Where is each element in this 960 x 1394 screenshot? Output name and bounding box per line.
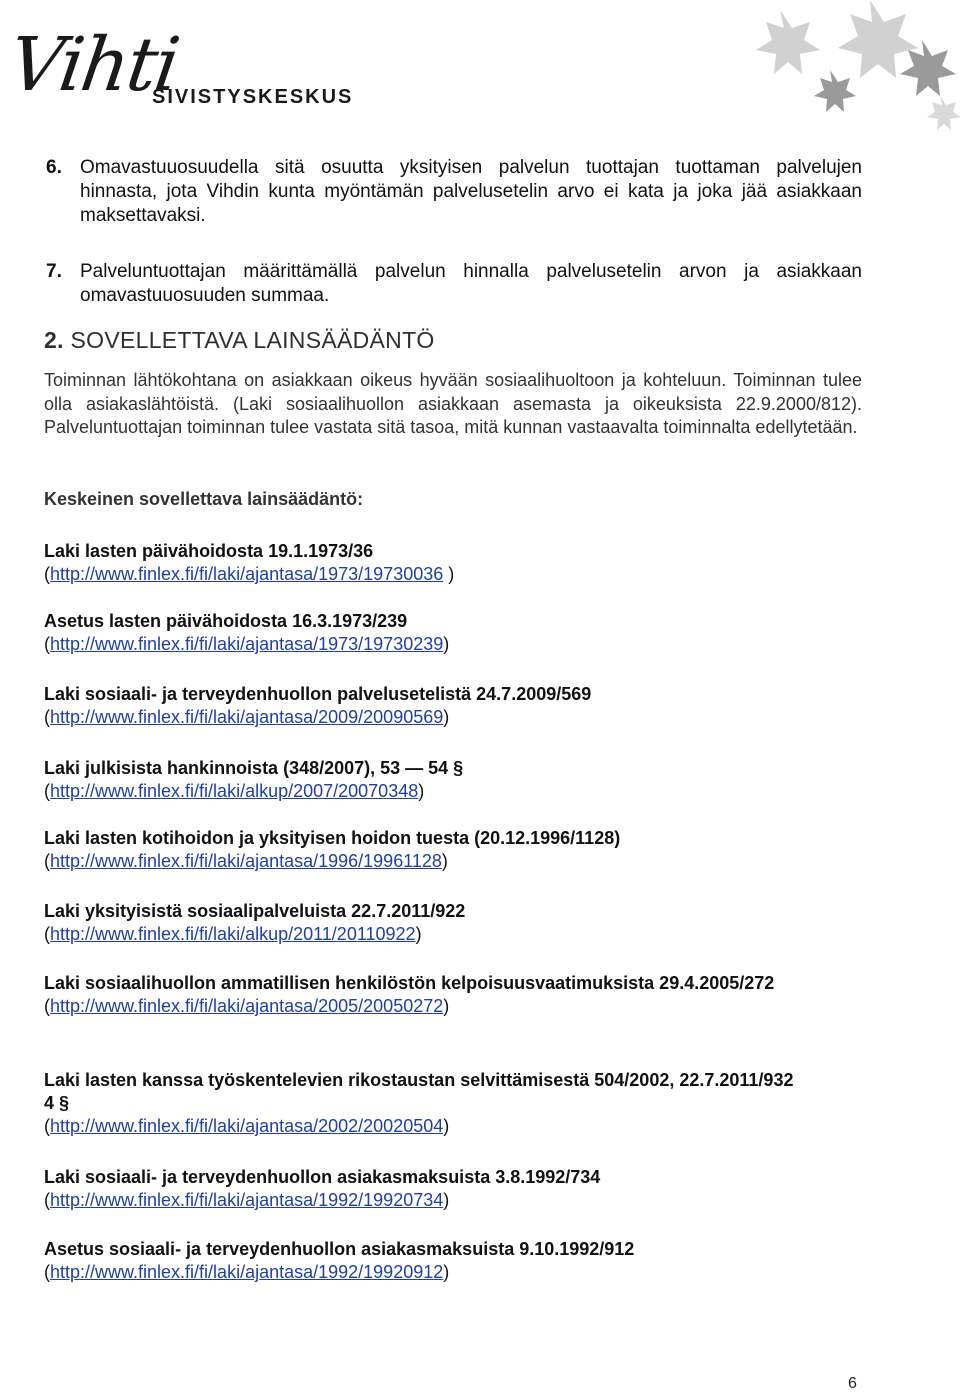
law-link-line: (http://www.finlex.fi/fi/laki/ajantasa/2005/20050272) [44, 996, 450, 1016]
section-heading [44, 327, 435, 354]
law-link-line: (http://www.finlex.fi/fi/laki/ajantasa/1992/19920734) [44, 1190, 450, 1210]
law-entry [44, 540, 874, 586]
law-link-line: (http://www.finlex.fi/fi/laki/ajantasa/1996/19961128) [44, 851, 448, 871]
list-item-6 [46, 156, 862, 228]
law-entry [44, 1166, 874, 1212]
law-link-line: (http://www.finlex.fi/fi/laki/ajantasa/2009/20090569) [44, 707, 450, 727]
law-link[interactable]: http://www.finlex.fi/fi/laki/ajantasa/1992/19920912 [50, 1262, 444, 1282]
list-item-text: Palveluntuottajan määrittämällä palvelun hinnalla palvelusetelin arvon ja asiakkaan omavastuuosuuden summaa. [80, 261, 862, 306]
law-link-line: (http://www.finlex.fi/fi/laki/ajantasa/2002/20020504) [44, 1116, 450, 1136]
page-number: 6 [848, 1375, 857, 1392]
law-entry [44, 610, 874, 656]
section-title: SOVELLETTAVA LAINSÄÄDÄNTÖ [70, 327, 435, 353]
law-title: Asetus lasten päivähoidosta 16.3.1973/239 [44, 611, 408, 631]
law-title: Asetus sosiaali- ja terveydenhuollon asiakasmaksuista 9.10.1992/912 [44, 1239, 635, 1259]
laws-subheading: Keskeinen sovellettava lainsäädäntö: [44, 489, 364, 509]
law-link[interactable]: http://www.finlex.fi/fi/laki/ajantasa/2009/20090569 [50, 707, 444, 727]
law-entry [44, 1238, 874, 1284]
law-link[interactable]: http://www.finlex.fi/fi/laki/alkup/2011/20110922 [50, 924, 416, 944]
law-title: Laki sosiaalihuollon ammatillisen henkilöstön kelpoisuusvaatimuksista 29.4.2005/272 [44, 973, 775, 993]
law-link[interactable]: http://www.finlex.fi/fi/laki/ajantasa/1973/19730036 [50, 564, 444, 584]
logo-vihti: Vihti [3, 22, 183, 108]
law-entry [44, 972, 874, 1018]
law-title: Laki sosiaali- ja terveydenhuollon asiakasmaksuista 3.8.1992/734 [44, 1167, 601, 1187]
list-item-7 [46, 260, 862, 308]
section-paragraph: Toiminnan lähtökohtana on asiakkaan oikeus hyvään sosiaalihuoltoon ja kohteluun. Toiminnan tulee olla asiakaslähtöistä. (Laki sosiaalihuollon asiakkaan asemasta ja oikeuksista 22.9.2000/812). Palveluntuottajan toiminnan tulee vastata sitä tasoa, mitä kunnan vastaavalta toiminnalta edellytetään. [44, 370, 862, 437]
law-link-line: (http://www.finlex.fi/fi/laki/ajantasa/1992/19920912) [44, 1262, 450, 1282]
maple-leaves-decoration [530, 0, 960, 140]
law-title: Laki lasten päivähoidosta 19.1.1973/36 [44, 541, 374, 561]
law-entry [44, 827, 874, 873]
law-title: Laki yksityisistä sosiaalipalveluista 22.7.2011/922 [44, 901, 466, 921]
section-number: 2. [44, 327, 64, 353]
law-link[interactable]: http://www.finlex.fi/fi/laki/ajantasa/2002/20020504 [50, 1116, 444, 1136]
law-title: Laki sosiaali- ja terveydenhuollon palvelusetelistä 24.7.2009/569 [44, 684, 592, 704]
law-link[interactable]: http://www.finlex.fi/fi/laki/ajantasa/1996/19961128 [50, 851, 442, 871]
law-link[interactable]: http://www.finlex.fi/fi/laki/alkup/2007/20070348 [50, 781, 419, 801]
law-link-line: (http://www.finlex.fi/fi/laki/ajantasa/1973/19730239) [44, 634, 450, 654]
law-link-line: (http://www.finlex.fi/fi/laki/alkup/2011/20110922) [44, 924, 422, 944]
law-link[interactable]: http://www.finlex.fi/fi/laki/ajantasa/2005/20050272 [50, 996, 444, 1016]
logo-subtitle: SIVISTYSKESKUS [152, 86, 354, 108]
law-title: Laki lasten kanssa työskentelevien rikostaustan selvittämisestä 504/2002, 22.7.2011/932 4 § [44, 1070, 794, 1113]
law-link[interactable]: http://www.finlex.fi/fi/laki/ajantasa/1973/19730239 [50, 634, 444, 654]
law-title: Laki lasten kotihoidon ja yksityisen hoidon tuesta (20.12.1996/1128) [44, 828, 621, 848]
law-entry [44, 757, 874, 803]
law-entry [44, 683, 874, 729]
law-title: Laki julkisista hankinnoista (348/2007), 53 — 54 § [44, 758, 464, 778]
list-item-number: 7. [46, 261, 62, 282]
law-link-line: (http://www.finlex.fi/fi/laki/ajantasa/1973/19730036 ) [44, 564, 455, 584]
page-header [0, 0, 960, 140]
law-link[interactable]: http://www.finlex.fi/fi/laki/ajantasa/1992/19920734 [50, 1190, 444, 1210]
list-item-number: 6. [46, 157, 62, 178]
law-entry [44, 900, 874, 946]
law-entry [44, 1069, 874, 1138]
list-item-text: Omavastuuosuudella sitä osuutta yksityisen palvelun tuottajan tuottaman palvelujen hinnasta, jota Vihdin kunta myöntämän palvelusetelin arvo ei kata ja joka jää asiakkaan maksettavaksi. [80, 157, 862, 226]
law-link-line: (http://www.finlex.fi/fi/laki/alkup/2007/20070348) [44, 781, 425, 801]
